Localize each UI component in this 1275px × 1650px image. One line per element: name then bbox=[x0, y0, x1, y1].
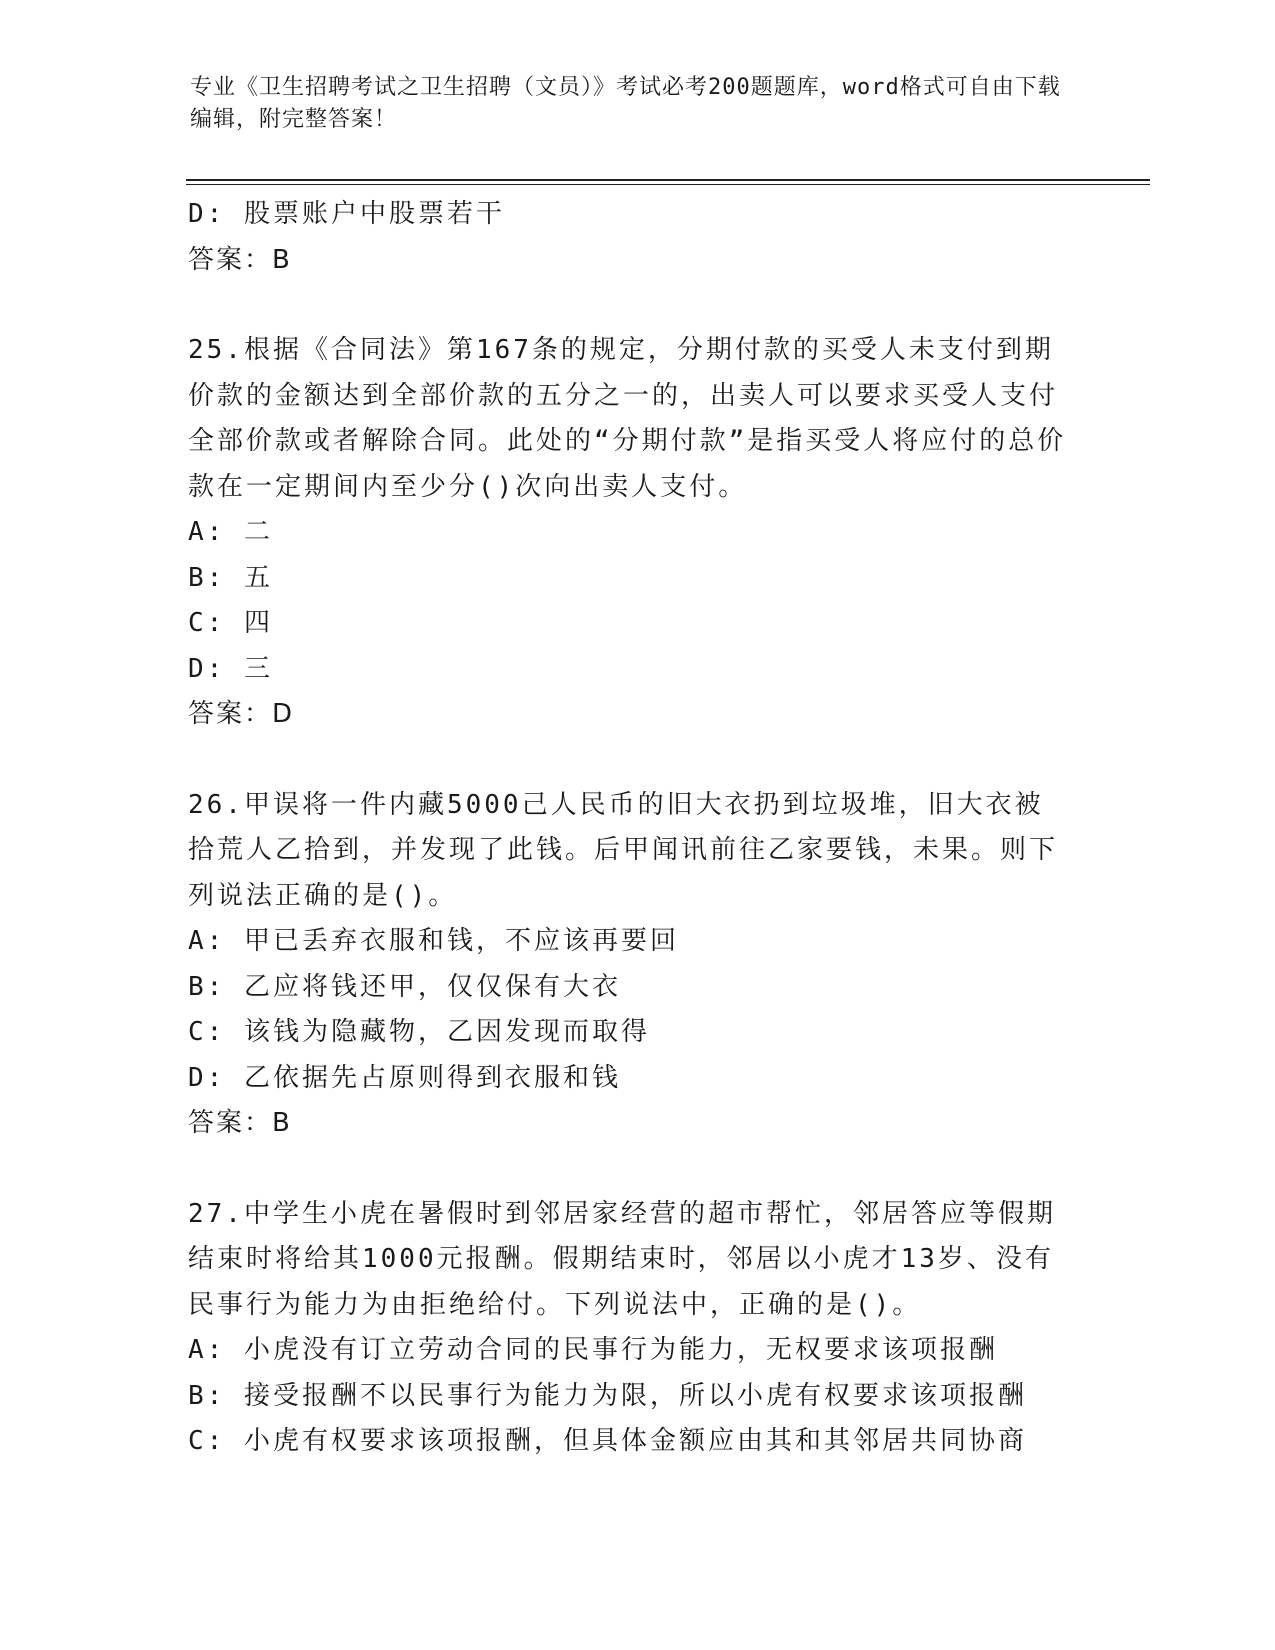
prev-option-d: D: 股票账户中股票若干 bbox=[188, 199, 505, 229]
question-26-stem: 26.甲误将一件内藏5000己人民币的旧大衣扔到垃圾堆，旧大衣被拾荒人乙拾到，并发现了此钱。后甲闻讯前往乙家要钱，未果。则下列说法正确的是()。 bbox=[188, 789, 1059, 911]
spacer bbox=[188, 1147, 1088, 1192]
spacer bbox=[188, 283, 1088, 328]
question-26-option-b: B: 乙应将钱还甲，仅仅保有大衣 bbox=[188, 971, 621, 1002]
header-rule-thin bbox=[186, 184, 1150, 185]
question-26-option-a: A: 甲已丢弃衣服和钱，不应该再要回 bbox=[188, 926, 679, 956]
question-27-option-b: B: 接受报酬不以民事行为能力为限，所以小虎有权要求该项报酬 bbox=[188, 1380, 1027, 1411]
question-26-option-d: D: 乙依据先占原则得到衣服和钱 bbox=[188, 1062, 621, 1093]
question-25-option-c: C: 四 bbox=[188, 608, 273, 638]
page-header: 专业《卫生招聘考试之卫生招聘（文员）》考试必考200题题库，word格式可自由下载编辑，附完整答案！ bbox=[190, 75, 1061, 132]
document-body bbox=[188, 192, 1088, 1465]
header-rule-thick bbox=[186, 179, 1150, 181]
spacer bbox=[188, 738, 1088, 783]
question-25-option-a: A: 二 bbox=[188, 517, 273, 547]
prev-answer: 答案：B bbox=[188, 244, 292, 275]
question-26-option-c: C: 该钱为隐藏物，乙因发现而取得 bbox=[188, 1017, 650, 1047]
question-26-answer: 答案：B bbox=[188, 1108, 292, 1138]
question-25-answer: 答案：D bbox=[188, 699, 295, 729]
question-25-stem: 25.根据《合同法》第167条的规定，分期付款的买受人未支付到期价款的金额达到全部价款的五分之一的，出卖人可以要求买受人支付全部价款或者解除合同。此处的“分期付款”是指买受人将应付的总价款在一定期间内至少分()次向出卖人支付。 bbox=[188, 335, 1067, 502]
question-27-option-c: C: 小虎有权要求该项报酬，但具体金额应由其和其邻居共同协商 bbox=[188, 1426, 1027, 1456]
question-27-option-a: A: 小虎没有订立劳动合同的民事行为能力，无权要求该项报酬 bbox=[188, 1335, 998, 1365]
question-25-option-d: D: 三 bbox=[188, 653, 273, 684]
question-25-option-b: B: 五 bbox=[188, 562, 273, 593]
question-27-stem: 27.中学生小虎在暑假时到邻居家经营的超市帮忙，邻居答应等假期结束时将给其1000元报酬。假期结束时，邻居以小虎才13岁、没有民事行为能力为由拒绝给付。下列说法中，正确的是()。 bbox=[188, 1198, 1056, 1320]
